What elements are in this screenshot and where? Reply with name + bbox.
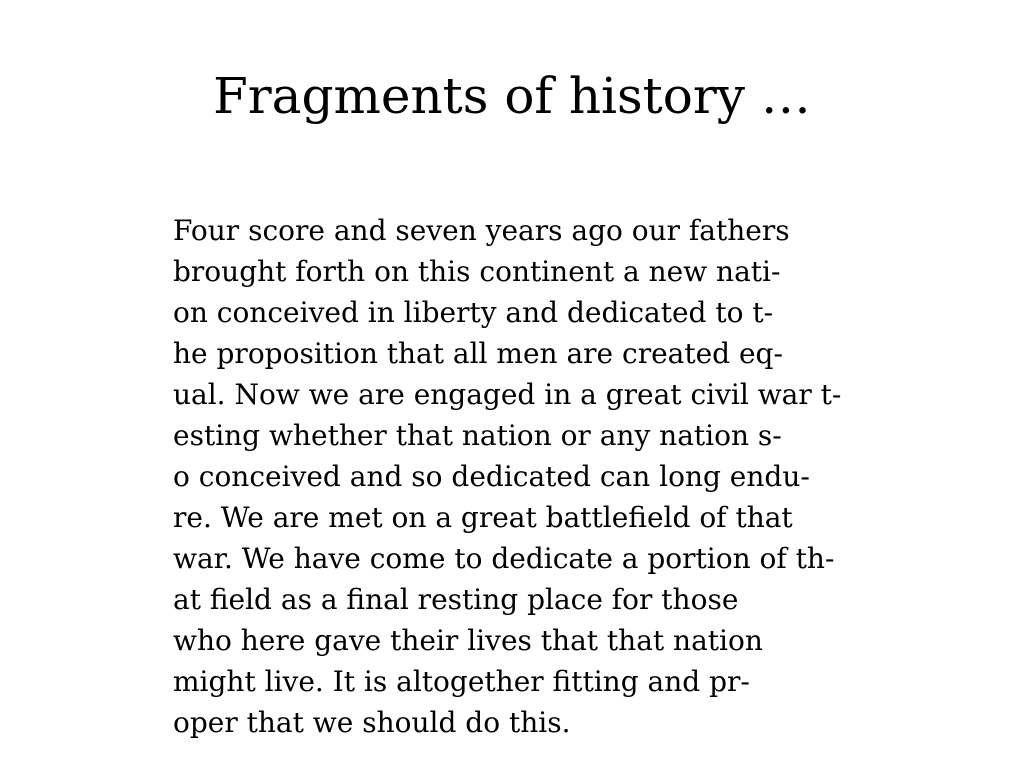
body-line: at field as a final resting place for those	[173, 583, 739, 616]
body-line: Four score and seven years ago our fathers	[173, 214, 790, 247]
body-line: might live. It is altogether fitting and pr-	[173, 665, 750, 698]
body-line: oper that we should do this.	[173, 706, 571, 739]
slide-body-text	[173, 210, 841, 743]
body-line: on conceived in liberty and dedicated to t-	[173, 296, 774, 329]
body-line: o conceived and so dedicated can long endu-	[173, 460, 810, 493]
body-line: re. We are met on a great battlefield of that	[173, 501, 793, 534]
body-line: esting whether that nation or any nation s-	[173, 419, 782, 452]
body-line: who here gave their lives that that nation	[173, 624, 763, 657]
body-line: brought forth on this continent a new nati-	[173, 255, 781, 288]
body-line: ual. Now we are engaged in a great civil war t-	[173, 378, 842, 411]
slide-title: Fragments of history …	[213, 67, 811, 125]
body-line: he proposition that all men are created eq-	[173, 337, 783, 370]
body-line: war. We have come to dedicate a portion of th-	[173, 542, 835, 575]
